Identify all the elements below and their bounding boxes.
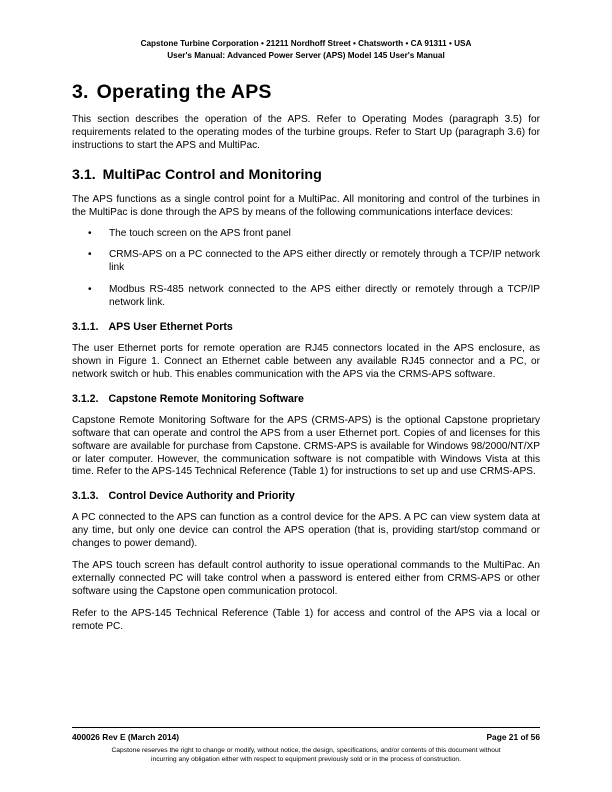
section-3-1-2-body: Capstone Remote Monitoring Software for the APS (CRMS-APS) is the optional Capstone proprietary software that can operate and control the APS from a user Ethernet port. Copies of and licenses for this software are available for purchase from Capstone. CRMS-APS is available for Windows 98/2000/NT/XP or later computer. However, the communication software is not compatible with Windows Vista at this time. Refer to the APS-145 Technical Reference (Table 1) for instructions to set up and use CRMS-APS. [72,414,540,478]
section-3-1-2-number: 3.1.2. [72,392,99,405]
header-manual-title: User's Manual: Advanced Power Server (APS) Model 145 User's Manual [167,50,445,60]
section-3-1-title: MultiPac Control and Monitoring [102,166,322,183]
chapter-number: 3. [72,81,89,103]
section-3-1-3-paragraph-3: Refer to the APS-145 Technical Reference (Table 1) for access and control of the APS via a local or remote PC. [72,607,540,632]
chapter-heading [72,80,540,104]
section-3-1-intro: The APS functions as a single control point for a MultiPac. All monitoring and control of the turbines in the MultiPac is done through the APS by means of the following communications interface devices: [72,193,540,218]
header-company-address: Capstone Turbine Corporation • 21211 Nordhoff Street • Chatsworth • CA 91311 • USA [140,39,472,48]
footer-disclaimer-line-2: incurring any obligation either with respect to equipment previously sold or in the process of construction. [150,756,462,763]
section-3-1-1-number: 3.1.1. [72,321,99,334]
footer-document-revision: 400026 Rev E (March 2014) [72,732,180,742]
list-item: • CRMS-APS on a PC connected to the APS either directly or remotely through a TCP/IP network link [88,249,540,274]
section-3-1-1-heading [72,320,540,334]
section-3-1-2-title: Capstone Remote Monitoring Software [108,392,304,405]
section-3-1-3-title: Control Device Authority and Priority [108,490,295,503]
running-header [72,38,540,61]
interface-devices-list [72,228,540,311]
chapter-title: Operating the APS [96,81,272,103]
list-item: • The touch screen on the APS front panel [88,227,291,239]
section-3-1-heading [72,166,540,184]
page-content [72,80,540,634]
section-3-1-1-title: APS User Ethernet Ports [108,321,233,334]
section-3-1-2-heading [72,392,540,406]
section-3-1-3-paragraph-2: The APS touch screen has default control authority to issue operational commands to the MultiPac. An externally connected PC will take control when a password is entered either from CRMS-APS or other software using the Capstone open communication protocol. [72,560,540,597]
bullet-icon: • [88,249,92,261]
list-item: • Modbus RS-485 network connected to the APS either directly or remotely through a TCP/IP network link. [88,284,540,309]
footer-disclaimer-line-1: Capstone reserves the right to change or modify, without notice, the design, specifications, and/or contents of this document without [111,747,501,754]
footer-disclaimer [72,746,540,764]
chapter-intro: This section describes the operation of the APS. Refer to Operating Modes (paragraph 3.5) for requirements related to the operating modes of the turbine groups. Refer to Start Up (paragraph 3.6) for instructions to start the APS and MultiPac. [72,114,540,151]
footer-page-number: Page 21 of 56 [486,732,540,742]
footer-divider [72,727,540,728]
section-3-1-3-heading [72,489,540,503]
section-3-1-3-number: 3.1.3. [72,490,99,503]
section-3-1-1-body: The user Ethernet ports for remote operation are RJ45 connectors located in the APS enclosure, as shown in Figure 1. Connect an Ethernet cable between any available RJ45 connector and a PC, or network switch or hub. This enables communication with the APS via the CRMS-APS software. [72,343,540,380]
section-3-1-3-paragraph-1: A PC connected to the APS can function as a control device for the APS. A PC can view system data at any time, but only one device can control the APS operation (that is, providing start/stop command or changes to power demand). [72,512,540,550]
section-3-1-number: 3.1. [72,166,96,183]
bullet-icon: • [88,284,92,296]
bullet-icon: • [88,227,92,239]
